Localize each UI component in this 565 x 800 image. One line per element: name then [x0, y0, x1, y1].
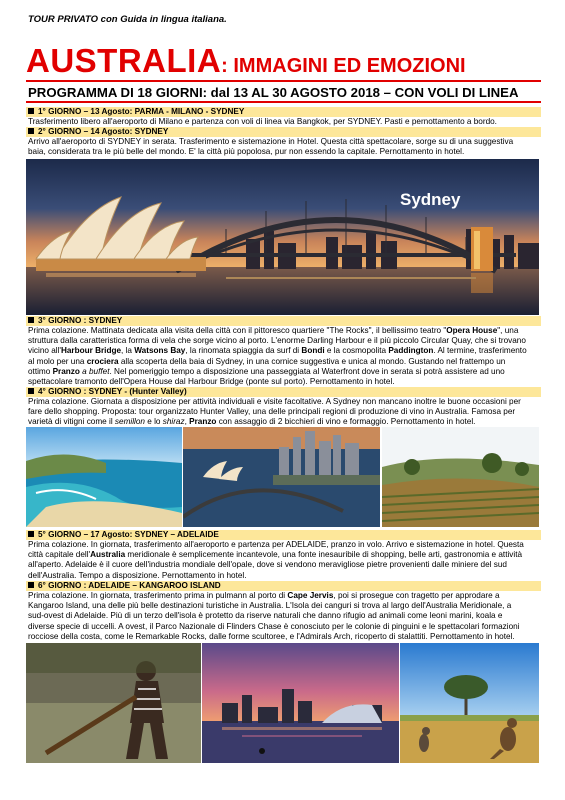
day-2-text: Arrivo all'aeroporto di SYDNEY in serata. Trasferimento e sistemazione in Hotel. Questa città spettacolare, sorge su di una suggestiva baia, considerata tra le più belle del mondo. E' la città più popolosa, pur non essendo la capitale. Pernottamento in hotel. [28, 137, 514, 157]
day-3-text: Prima colazione. Mattinata dedicata alla visita della città con il pittoresco quartiere "The Rocks", il bellissimo teatro "Opera House", una struttura dalla caratteristica forma di vela che sorge vicino al porto. L'enorme Darling Harbour e il più piccolo Circular Quay, che si trovano vicino all'Harbour Bridge, la Watsons Bay, la rinomata spiaggia da surf di Bondi e la cosmopolita Paddington. Al termine, trasferimento al molo per una crociera alla scoperta della baia di Sydney, in una cornice suggestiva e unica al mondo. Gustando nel frattempo un ottimo Pranzo a buffet. Nel pomeriggio tempo a disposizione una passeggiata al Waterfront dove in serata si potrà assistere ad uno spettacolare tramonto dell'Opera House dal Harbour Bridge (ponte sul porto). Pernottamento in hotel. [28, 326, 527, 387]
day-1-heading: 1° GIORNO – 13 Agosto: PARMA - MILANO - SYDNEY [26, 107, 541, 117]
program-subtitle: PROGRAMMA DI 18 GIORNI: dal 13 AL 30 AGOSTO 2018 – CON VOLI DI LINEA [28, 85, 519, 100]
bullet-square-icon [28, 108, 34, 114]
hunter-valley-photo [382, 427, 539, 527]
bondi-beach-photo [26, 427, 182, 527]
day-4-text: Prima colazione. Giornata a disposizione per attività individuali e visite facoltative. A Sydney non mancano inoltre le buone occasioni per fare dello shopping. Proposta: tour organizzato Hunter Valley, una delle principali regioni di produzione di vino in Australia. Famosa per varietà di vitigni come il semillon e lo shiraz, Pranzo con assaggio di 2 bicchieri di vino e formaggio. Pernottamento in hotel. [28, 397, 521, 427]
aboriginal-performer-photo [26, 643, 201, 763]
sydney-harbour-photo [26, 159, 539, 315]
sydney-caption: Sydney [400, 190, 461, 209]
bullet-square-icon [28, 128, 34, 134]
bullet-square-icon [28, 388, 34, 394]
day-5-text: Prima colazione. In giornata, trasferimento all'aeroporto e partenza per ADELAIDE, pranzo in volo. Arrivo e sistemazione in hotel. Questa città capitale dell'Australia meridionale è semplicemente incantevole, una fonte inesauribile di shopping, belle arti, gastronomia e attività all'aperto. Adelaide è il cuore dell'industria mondiale dell'opale, dove si vendono meravigliose pietre provenienti dalle miniere del sud dell'Australia. Tempo a disposizione. Pernottamento in hotel. [28, 540, 524, 580]
subtitle-divider [26, 101, 541, 103]
title-main: AUSTRALIA [26, 42, 222, 79]
bullet-square-icon [28, 582, 34, 588]
title-rest: : IMMAGINI ED EMOZIONI [221, 55, 466, 77]
title-divider [26, 80, 541, 82]
day-6-text: Prima colazione. In giornata, trasferimento prima in pulmann al porto di Cape Jervis, poi si prosegue con tragetto per approdare a Kangaroo Island, una delle più belle destinazioni turistiche in Australia. L'Isola dei canguri si trova al largo dell'Australia Meridionale, a sud-ovest di Adelaide. Più di un terzo dell'isola è protetto da riserve naturali che danno rifugio ad animali come leoni marini, koala e diverse specie di uccelli. A ovest, il Parco Nazionale di Flinders Chase è conosciuto per le colonie di pinguini e le spettacolari formazioni rocciose della costa, come le Remarkable Rocks, dalle forme scultoree, e l'Admirals Arch, ricoperto di stalattiti. Pernottamento in hotel. [28, 591, 520, 641]
bullet-square-icon [28, 317, 34, 323]
adelaide-skyline-photo [202, 643, 399, 763]
day-3-heading: 3° GIORNO : SYDNEY [26, 316, 541, 326]
day-2-heading: 2° GIORNO – 14 Agosto: SYDNEY [26, 127, 541, 137]
page-title [26, 42, 466, 80]
day-1-text: Trasferimento libero all'aeroporto di Milano e partenza con voli di linea via Bangkok, per SYDNEY. Pasti e pernottamento a bordo. [28, 117, 497, 126]
tour-note: TOUR PRIVATO con Guida in lingua italiana. [28, 14, 227, 25]
kangaroo-island-photo [400, 643, 539, 763]
day-4-heading: 4° GIORNO : SYDNEY - (Hunter Valley) [26, 387, 541, 397]
day-6-heading: 6° GIORNO : ADELAIDE – KANGAROO ISLAND [26, 581, 541, 591]
bullet-square-icon [28, 531, 34, 537]
day-5-heading: 5° GIORNO – 17 Agosto: SYDNEY – ADELAIDE [26, 530, 541, 540]
sydney-aerial-photo [183, 427, 380, 527]
